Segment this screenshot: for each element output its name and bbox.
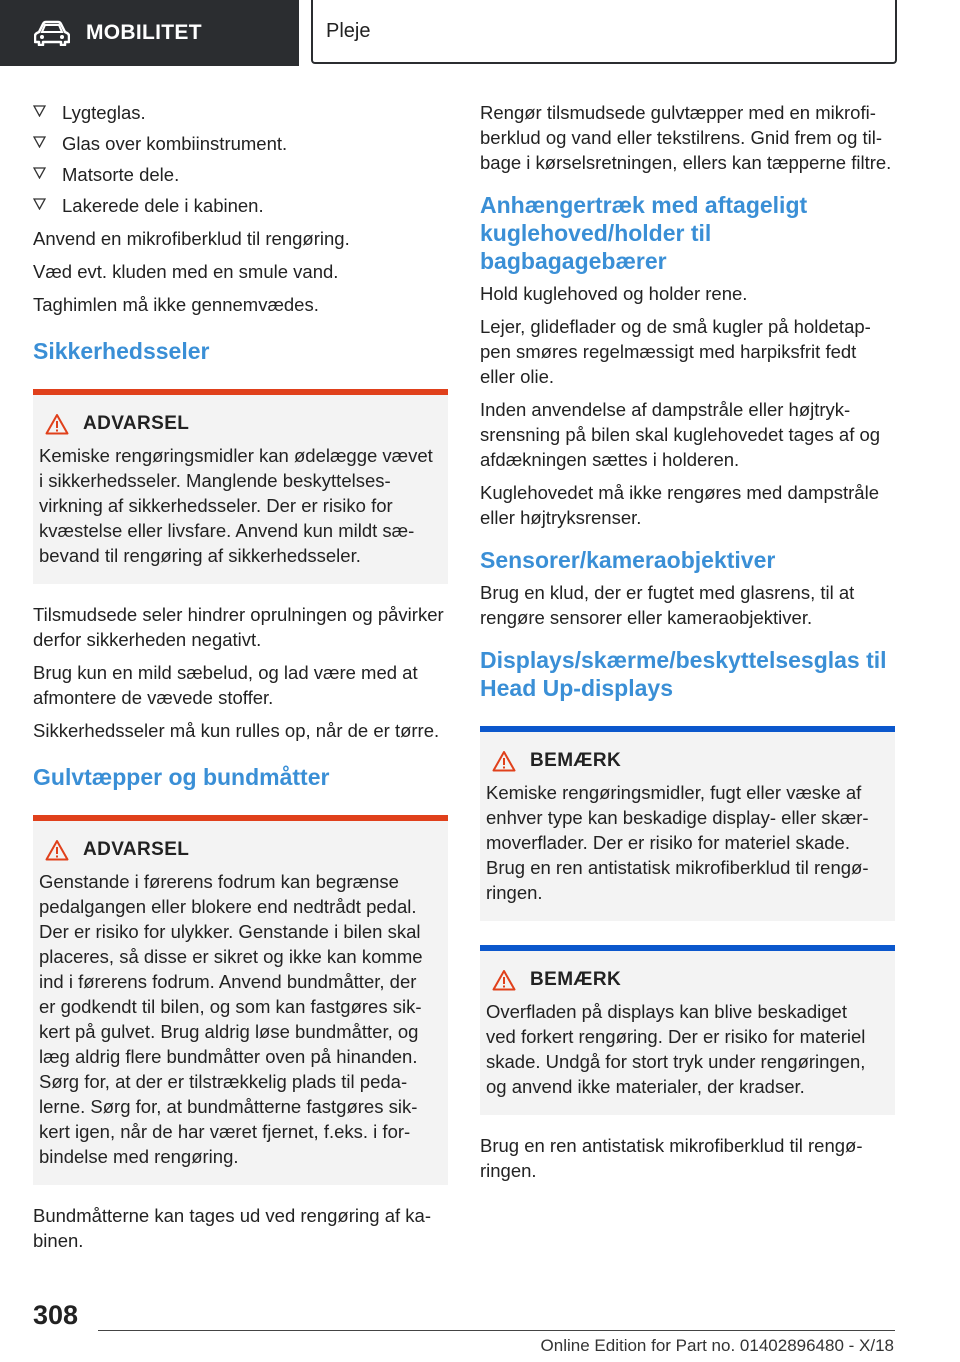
list-item: Lakerede dele i kabinen.: [33, 193, 448, 218]
note-box: [480, 945, 895, 1115]
warning-triangle-icon: [492, 969, 516, 991]
chapter-tab[interactable]: [311, 0, 897, 64]
paragraph: Bundmåtterne kan tages ud ved rengøring af kabinen.: [33, 1205, 431, 1251]
note-title: BEMÆRK: [486, 969, 881, 991]
note-text: Kemiske rengøringsmidler, fugt eller væske af enhver type kan beskadige display- eller skærmoverflader. Der er risiko for materiel skade. Brug en ren antistatisk mikrofiberklud til rengøringen.: [486, 782, 869, 903]
list-item: Lygteglas.: [33, 100, 448, 125]
warning-text: Genstande i førerens fodrum kan begrænse pedalgangen eller blokere end nedtrådt pedal. Der er risiko for ulykker. Genstande i bilen skal placeres, så disse er sikret og ikke kan komme ind i førerens fodrum. Anvend bundmåtter, der er godkendt til bilen, og som kan fastgøres sikkert på gulvet. Brug aldrig løse bundmåtter, og læg aldrig flere bundmåtter oven på hinanden. Sørg for, at der er tilstrækkelig plads til pedalerne. Sørg for, at bundmåtterne fastgøres sikkert igen, når de har været fjernet, f.eks. i forbindelse med rengøring.: [39, 871, 423, 1167]
cleaning-list: [33, 100, 448, 218]
warning-triangle-icon: [492, 750, 516, 772]
paragraph: Kuglehovedet må ikke rengøres med dampstråle eller højtryksrenser.: [480, 482, 879, 528]
page-footer: [0, 1290, 960, 1362]
triangle-bullet-icon: [33, 167, 46, 179]
edition-text: Online Edition for Part no. 01402896480 - X/18: [540, 1336, 894, 1355]
heading-seatbelts: Sikkerhedsseler: [33, 338, 210, 364]
warning-triangle-icon: [45, 839, 69, 861]
section-label: MOBILITET: [86, 21, 202, 44]
paragraph: Brug kun en mild sæbelud, og lad være med at afmontere de vævede stoffer.: [33, 662, 418, 708]
note-title: BEMÆRK: [486, 750, 881, 772]
warning-title: ADVARSEL: [39, 839, 434, 861]
footer-divider: [98, 1330, 895, 1331]
warning-title: ADVARSEL: [39, 413, 434, 435]
section-tab[interactable]: [0, 0, 299, 66]
page-header: [0, 0, 960, 66]
triangle-bullet-icon: [33, 105, 46, 117]
heading-floor-mats: Gulvtæpper og bundmåtter: [33, 764, 330, 790]
heading-towbar: Anhængertræk med aftageligt kuglehoved/holder til bagbagagebærer: [480, 192, 808, 274]
triangle-bullet-icon: [33, 198, 46, 210]
paragraph: Brug en ren antistatisk mikrofiberklud til rengøringen.: [480, 1135, 863, 1181]
warning-box: [33, 815, 448, 1185]
warning-box: [33, 389, 448, 584]
paragraph: Lejer, glideflader og de små kugler på holdetappen smøres regelmæssigt med harpiksfrit fedt eller olie.: [480, 316, 871, 387]
note-text: Overfladen på displays kan blive beskadiget ved forkert rengøring. Der er risiko for materiel skade. Undgå for stort tryk under rengøringen, og anvend ikke materialer, der kradser.: [486, 1001, 866, 1097]
right-column: [480, 100, 895, 1191]
paragraph: Brug en klud, der er fugtet med glasrens, til at rengøre sensorer eller kameraobjektiver.: [480, 582, 855, 628]
heading-displays: Displays/skærme/beskyttelsesglas til Head Up-displays: [480, 647, 887, 701]
paragraph: Sikkerhedsseler må kun rulles op, når de er tørre.: [33, 720, 440, 741]
list-item: Glas over kombiinstrument.: [33, 131, 448, 156]
paragraph: Anvend en mikrofiberklud til rengøring.: [33, 228, 350, 249]
car-icon: [34, 20, 70, 46]
paragraph: Rengør tilsmudsede gulvtæpper med en mikrofiberklud og vand eller tekstilrens. Gnid frem og tilbage i kørselsretningen, ellers kan tæpperne filtre.: [480, 102, 892, 173]
triangle-bullet-icon: [33, 136, 46, 148]
heading-sensors: Sensorer/kameraobjektiver: [480, 547, 776, 573]
list-item: Matsorte dele.: [33, 162, 448, 187]
left-column: [33, 100, 448, 1261]
paragraph: Hold kuglehoved og holder rene.: [480, 283, 748, 304]
paragraph: Tilsmudsede seler hindrer oprulningen og påvirker derfor sikkerheden negativt.: [33, 604, 444, 650]
paragraph: Taghimlen må ikke gennemvædes.: [33, 294, 319, 315]
warning-triangle-icon: [45, 413, 69, 435]
paragraph: Væd evt. kluden med en smule vand.: [33, 261, 339, 282]
warning-text: Kemiske rengøringsmidler kan ødelægge vævet i sikkerhedsseler. Manglende beskyttelsesvirkning af sikkerhedsseler. Der er risiko for kvæstelse eller livsfare. Anvend kun mildt sæbevand til rengøring af sikkerhedsseler.: [39, 445, 433, 566]
page-number: 308: [33, 1300, 79, 1330]
chapter-label: Pleje: [326, 19, 371, 42]
note-box: [480, 726, 895, 921]
paragraph: Inden anvendelse af dampstråle eller højtryksrensning på bilen skal kuglehovedet tages af og afdækningen sættes i holderen.: [480, 399, 881, 470]
